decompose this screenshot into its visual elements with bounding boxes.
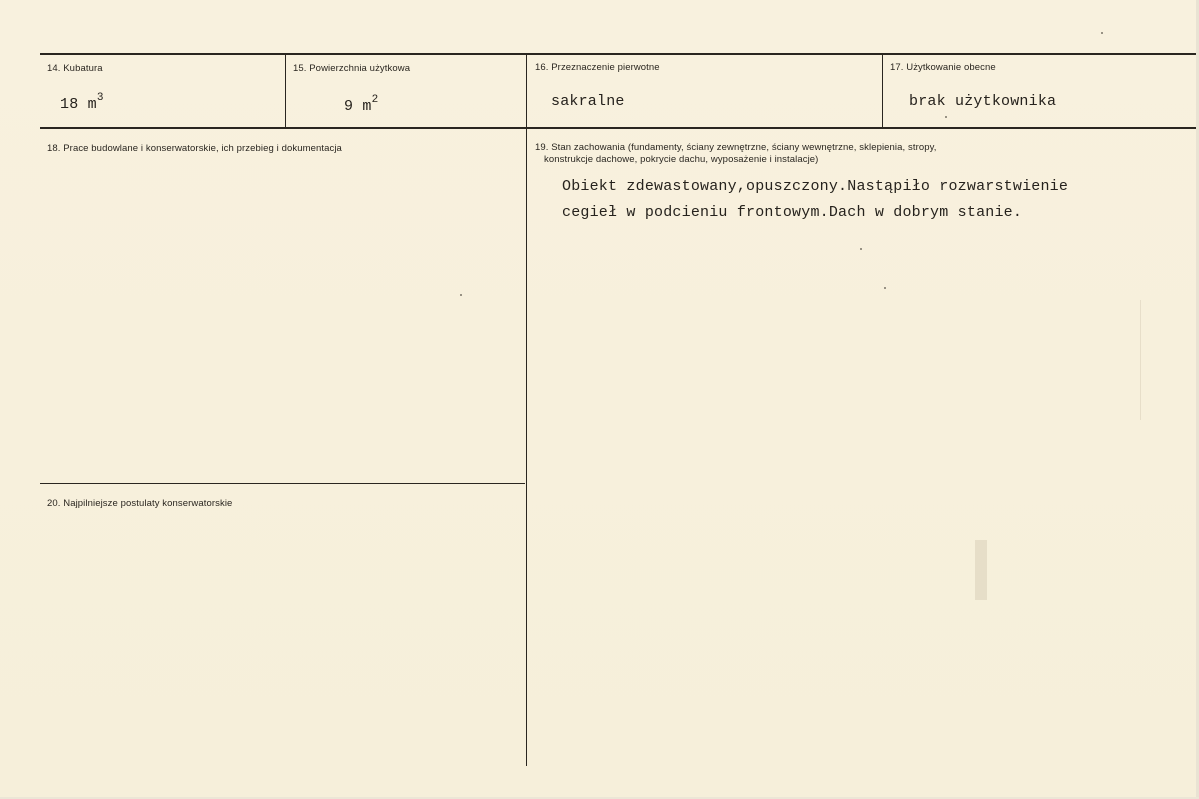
paper-speck	[945, 116, 947, 118]
field-15-value	[344, 94, 378, 115]
field-19-text-line2: cegieł w podcieniu frontowym.Dach w dobrym stanie.	[562, 204, 1023, 221]
field-15-number: 9 m	[344, 98, 372, 115]
field-17-value: brak użytkownika	[909, 93, 1057, 110]
field-19-text-line1: Obiekt zdewastowany,opuszczony.Nastąpiło rozwarstwienie	[562, 178, 1069, 195]
paper-speck	[860, 248, 862, 250]
field-14-label: 14. Kubatura	[47, 63, 103, 74]
field-14-value	[60, 92, 104, 113]
paper-speck	[460, 294, 462, 296]
col-divider-17	[882, 53, 883, 129]
field-18-label: 18. Prace budowlane i konserwatorskie, ich przebieg i dokumentacja	[47, 143, 342, 154]
field-15-superscript: 2	[371, 94, 379, 106]
field-16-value: sakralne	[551, 93, 625, 110]
top-rule	[40, 53, 1199, 55]
field-17-label: 17. Użytkowanie obecne	[890, 62, 996, 73]
field-19-label-line1: 19. Stan zachowania (fundamenty, ściany zewnętrzne, ściany wewnętrzne, sklepienia, stropy,	[535, 142, 937, 153]
field-20-label: 20. Najpilniejsze postulaty konserwatorskie	[47, 498, 233, 509]
field-16-label: 16. Przeznaczenie pierwotne	[535, 62, 660, 73]
paper-speck	[884, 287, 886, 289]
field-14-number: 18 m	[60, 96, 97, 113]
paper-speck	[1101, 32, 1103, 34]
paper-stain	[975, 540, 987, 600]
col-divider-16	[526, 53, 527, 766]
field-19-label-line2: konstrukcje dachowe, pokrycie dachu, wyposażenie i instalacje)	[544, 154, 819, 165]
paper-crease	[1140, 300, 1141, 420]
field-14-superscript: 3	[96, 92, 104, 104]
field-15-label: 15. Powierzchnia użytkowa	[293, 63, 411, 74]
col-divider-15	[285, 53, 286, 129]
row-divider-rule	[40, 127, 1199, 129]
section-20-rule	[40, 483, 525, 484]
